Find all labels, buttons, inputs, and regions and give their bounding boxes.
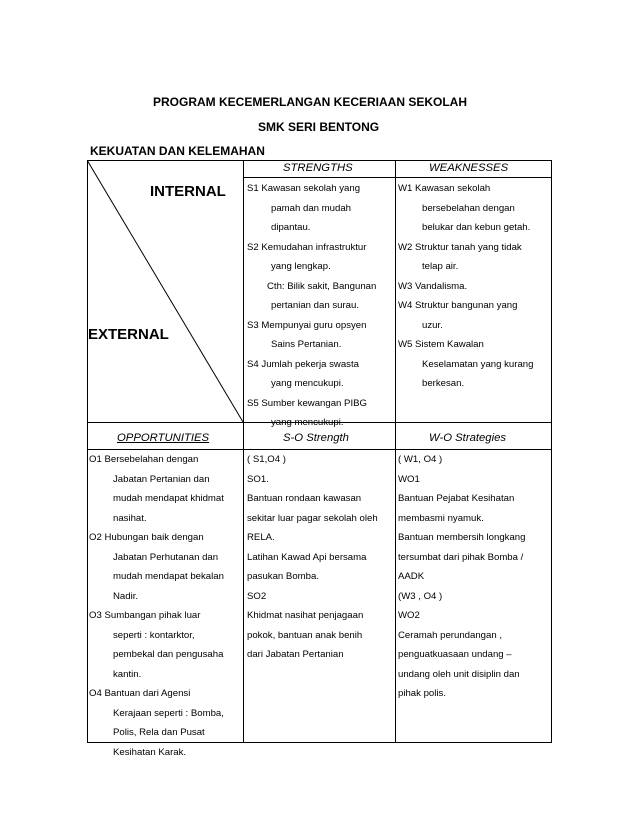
opportunity-line: pembekal dan pengusaha	[113, 649, 224, 660]
wo-line: tersumbat dari pihak Bomba /	[398, 551, 524, 563]
weakness-line: Keselamatan yang kurang	[422, 358, 534, 370]
strength-line: Sains Pertanian.	[271, 339, 342, 350]
strengths-list	[247, 179, 376, 433]
column-divider-2	[395, 160, 396, 743]
weakness-line: belukar dan kebun getah.	[422, 222, 531, 233]
so-strategies-list	[247, 450, 378, 665]
document-title: PROGRAM KECEMERLANGAN KECERIAAN SEKOLAH	[153, 95, 468, 109]
opportunity-line: Kerajaan seperti : Bomba,	[113, 707, 224, 719]
so-line: SO2	[247, 590, 267, 602]
opportunity-line: O2 Hubungan baik dengan	[89, 532, 204, 543]
external-label: EXTERNAL	[88, 326, 169, 343]
opportunity-line: O3 Sumbangan pihak luar	[89, 610, 201, 621]
opportunities-list	[89, 450, 224, 762]
opportunity-line: Nadir.	[113, 590, 139, 602]
wo-line: penguatkuasaan undang –	[398, 649, 512, 660]
so-line: Latihan Kawad Api bersama	[247, 551, 367, 563]
opportunity-line: mudah mendapat khidmat	[113, 493, 224, 504]
so-line: Bantuan rondaan kawasan	[247, 493, 362, 504]
table-border-right	[551, 160, 552, 743]
so-line: sekitar luar pagar sekolah oleh	[247, 512, 378, 524]
wo-line: (W3 , O4 )	[398, 590, 443, 602]
wo-strategies-list	[398, 450, 525, 704]
wo-line: Bantuan membersih longkang	[398, 532, 526, 543]
so-line: pokok, bantuan anak benih	[247, 629, 363, 641]
weaknesses-list	[398, 179, 533, 394]
wo-line: WO2	[398, 610, 420, 621]
opportunity-line: O1 Bersebelahan dengan	[89, 454, 199, 465]
wo-line: membasmi nyamuk.	[398, 512, 484, 524]
wo-line: ( W1, O4 )	[398, 454, 443, 465]
internal-label: INTERNAL	[150, 183, 226, 200]
strength-line: S3 Mempunyai guru opsyen	[247, 319, 367, 331]
so-line: dari Jabatan Pertanian	[247, 649, 344, 660]
wo-line: Bantuan Pejabat Kesihatan	[398, 493, 515, 504]
strength-line: yang lengkap.	[271, 261, 331, 272]
weakness-line: uzur.	[422, 319, 443, 331]
wo-line: pihak polis.	[398, 688, 446, 699]
opportunity-line: Polis, Rela dan Pusat	[113, 727, 205, 738]
strength-line: dipantau.	[271, 222, 311, 233]
strength-line: yang mencukupi.	[271, 417, 344, 428]
strength-line: yang mencukupi.	[271, 378, 344, 389]
so-strength-header: S-O Strength	[283, 432, 349, 444]
weakness-line: berkesan.	[422, 378, 465, 389]
weakness-line: bersebelahan dengan	[422, 202, 515, 214]
weakness-line: telap air.	[422, 261, 459, 272]
opportunity-line: mudah mendapat bekalan	[113, 571, 224, 582]
so-line: ( S1,O4 )	[247, 454, 286, 465]
section-title: KEKUATAN DAN KELEMAHAN	[90, 144, 265, 158]
strength-line: pertanian dan surau.	[271, 300, 360, 311]
row-divider-header	[243, 177, 552, 178]
wo-line: undang oleh unit disiplin dan	[398, 668, 520, 680]
strengths-header: STRENGTHS	[283, 162, 353, 174]
opportunities-header: OPPORTUNITIES	[117, 432, 210, 444]
opportunity-line: Jabatan Pertanian dan	[113, 473, 210, 485]
wo-strategies-header: W-O Strategies	[429, 432, 507, 444]
opportunity-line: Kesihatan Karak.	[113, 746, 187, 758]
so-line: SO1.	[247, 473, 269, 485]
opportunity-line: seperti : kontarktor,	[113, 629, 195, 641]
opportunity-line: O4 Bantuan dari Agensi	[89, 688, 191, 699]
strength-line: S4 Jumlah pekerja swasta	[247, 358, 359, 370]
weakness-line: W2 Struktur tanah yang tidak	[398, 241, 522, 253]
strength-line: S5 Sumber kewangan PIBG	[247, 397, 367, 409]
school-name: SMK SERI BENTONG	[258, 120, 380, 134]
weakness-line: W3 Vandalisma.	[398, 280, 468, 292]
opportunity-line: Jabatan Perhutanan dan	[113, 551, 219, 563]
so-line: Khidmat nasihat penjagaan	[247, 610, 364, 621]
opportunity-line: nasihat.	[113, 512, 147, 524]
strength-line: S1 Kawasan sekolah yang	[247, 183, 361, 194]
so-line: pasukan Bomba.	[247, 571, 319, 582]
wo-line: Ceramah perundangan ,	[398, 629, 503, 641]
swot-table	[87, 160, 552, 758]
strength-line: S2 Kemudahan infrastruktur	[247, 241, 367, 253]
strength-line: pamah dan mudah	[271, 202, 352, 214]
weakness-line: W1 Kawasan sekolah	[398, 183, 491, 194]
strength-line: Cth: Bilik sakit, Bangunan	[267, 280, 377, 292]
so-line: RELA.	[247, 532, 275, 543]
wo-line: AADK	[398, 571, 425, 582]
weakness-line: W5 Sistem Kawalan	[398, 339, 484, 350]
wo-line: WO1	[398, 473, 420, 485]
weaknesses-header: WEAKNESSES	[429, 162, 509, 174]
weakness-line: W4 Struktur bangunan yang	[398, 300, 518, 311]
opportunity-line: kantin.	[113, 668, 142, 680]
